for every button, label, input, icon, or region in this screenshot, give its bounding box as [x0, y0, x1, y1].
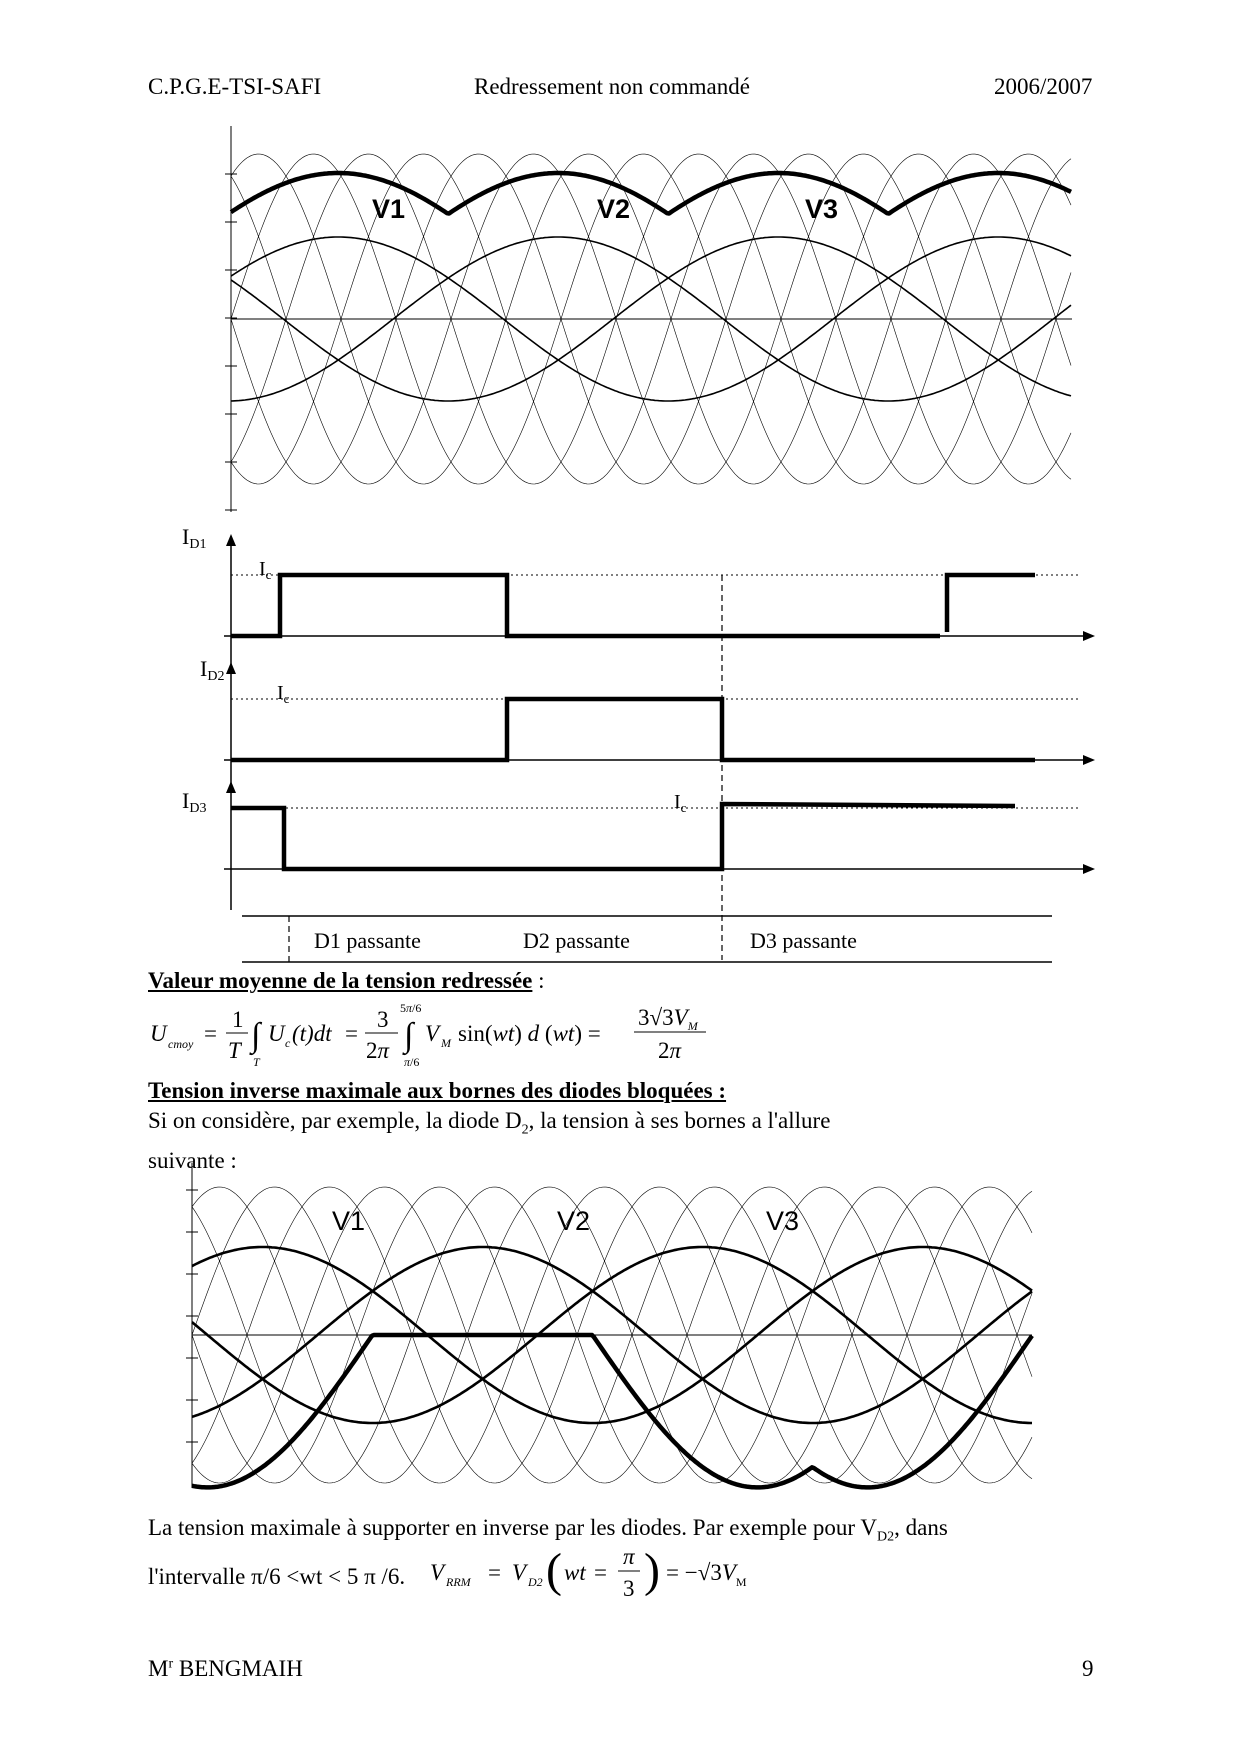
id1-ic-label: $I_c$ [259, 558, 272, 582]
section-mean-voltage-heading: Valeur moyenne de la tension redressée [148, 968, 533, 993]
svg-text:=: = [488, 1560, 501, 1585]
svg-text:2π: 2π [658, 1038, 682, 1063]
svg-text:π/6: π/6 [404, 1055, 420, 1069]
id3-label: ID3 [182, 788, 207, 816]
svg-text:= −√3VM: = $-√3V_M$ [666, 1560, 747, 1589]
svg-text:V: V [430, 1560, 445, 1585]
svg-text:D2: D2 [528, 1575, 543, 1589]
svg-text:): ) [644, 1544, 660, 1597]
svg-text:=: = [345, 1021, 358, 1046]
svg-text:∫: ∫ [404, 1017, 414, 1054]
footer-author: $M^r$ BENGMAIH [148, 1656, 303, 1681]
svg-text:T: T [253, 1055, 260, 1069]
svg-text:1: 1 [232, 1007, 244, 1032]
svg-text:T: T [228, 1038, 241, 1063]
svg-text:(t)dt: (t)dt [292, 1021, 332, 1046]
fig1-label-v1: V1 [372, 194, 406, 224]
svg-text:M: M [441, 1036, 451, 1050]
svg-text:U: U [268, 1021, 285, 1046]
svg-text:=: = [594, 1560, 607, 1585]
svg-text:RRM: RRM [446, 1575, 471, 1589]
fig1-label-v2: V2 [597, 194, 631, 224]
svg-text:sin(wt) d (wt) =: sin(wt) d (wt) = [458, 1021, 601, 1046]
conduction-d3: D3 passante [750, 928, 857, 953]
svg-text:∫: ∫ [251, 1017, 261, 1054]
svg-text:cmoy: cmoy [168, 1037, 194, 1051]
svg-text:(: ( [546, 1544, 562, 1597]
section-inverse-voltage-text-line1: Si on considère, par exemple, la diode $D_2$, la tension à ses bornes a l'allure [148, 1108, 831, 1138]
svg-text:π: π [623, 1544, 635, 1569]
id2-label: ID2 [200, 656, 225, 684]
header-school: C.P.G.E-TSI-SAFI [148, 74, 322, 99]
section-mean-voltage: Valeur moyenne de la tension redressée : [148, 968, 545, 993]
svg-text:3√3VM: $3√3V_M$ [638, 1005, 698, 1033]
footer-page-number: 9 [1082, 1656, 1094, 1681]
conclusion-line1: La tension maximale à supporter en inverse par les diodes. Par exemple pour $V_{D2}$, dans [148, 1515, 948, 1545]
fig2-label-v2: V2 [557, 1206, 591, 1236]
section-inverse-voltage-text-line2: suivante : [148, 1147, 237, 1173]
svg-text:V: V [425, 1021, 440, 1046]
svg-text:U: U [150, 1021, 167, 1046]
svg-text:c: c [285, 1036, 291, 1050]
fig1-label-v3: V3 [805, 194, 839, 224]
svg-text:5π/6: 5π/6 [400, 1001, 422, 1015]
header-title: Redressement non commandé [474, 74, 750, 99]
fig2-label-v1: V1 [332, 1206, 366, 1236]
conduction-d1: D1 passante [314, 928, 421, 953]
id1-label: ID1 [182, 524, 207, 552]
header-year: 2006/2007 [994, 74, 1093, 99]
svg-text:wt: wt [564, 1560, 586, 1585]
svg-text:3: 3 [623, 1576, 635, 1601]
id3-ic-label: $I_c$ [674, 791, 687, 815]
section-inverse-voltage-heading: Tension inverse maximale aux bornes des diodes bloquées : [148, 1078, 727, 1103]
svg-text:3: 3 [377, 1007, 389, 1032]
conclusion-line2: l'intervalle π/6 <wt < 5 π /6. [148, 1564, 406, 1589]
svg-text:=: = [204, 1021, 217, 1046]
conduction-d2: D2 passante [523, 928, 630, 953]
svg-text:2π: 2π [366, 1038, 390, 1063]
vrrm-formula [430, 1538, 750, 1608]
id2-ic-label: $I_c$ [277, 682, 290, 706]
fig2-label-v3: V3 [766, 1206, 800, 1236]
svg-text:V: V [512, 1560, 527, 1585]
